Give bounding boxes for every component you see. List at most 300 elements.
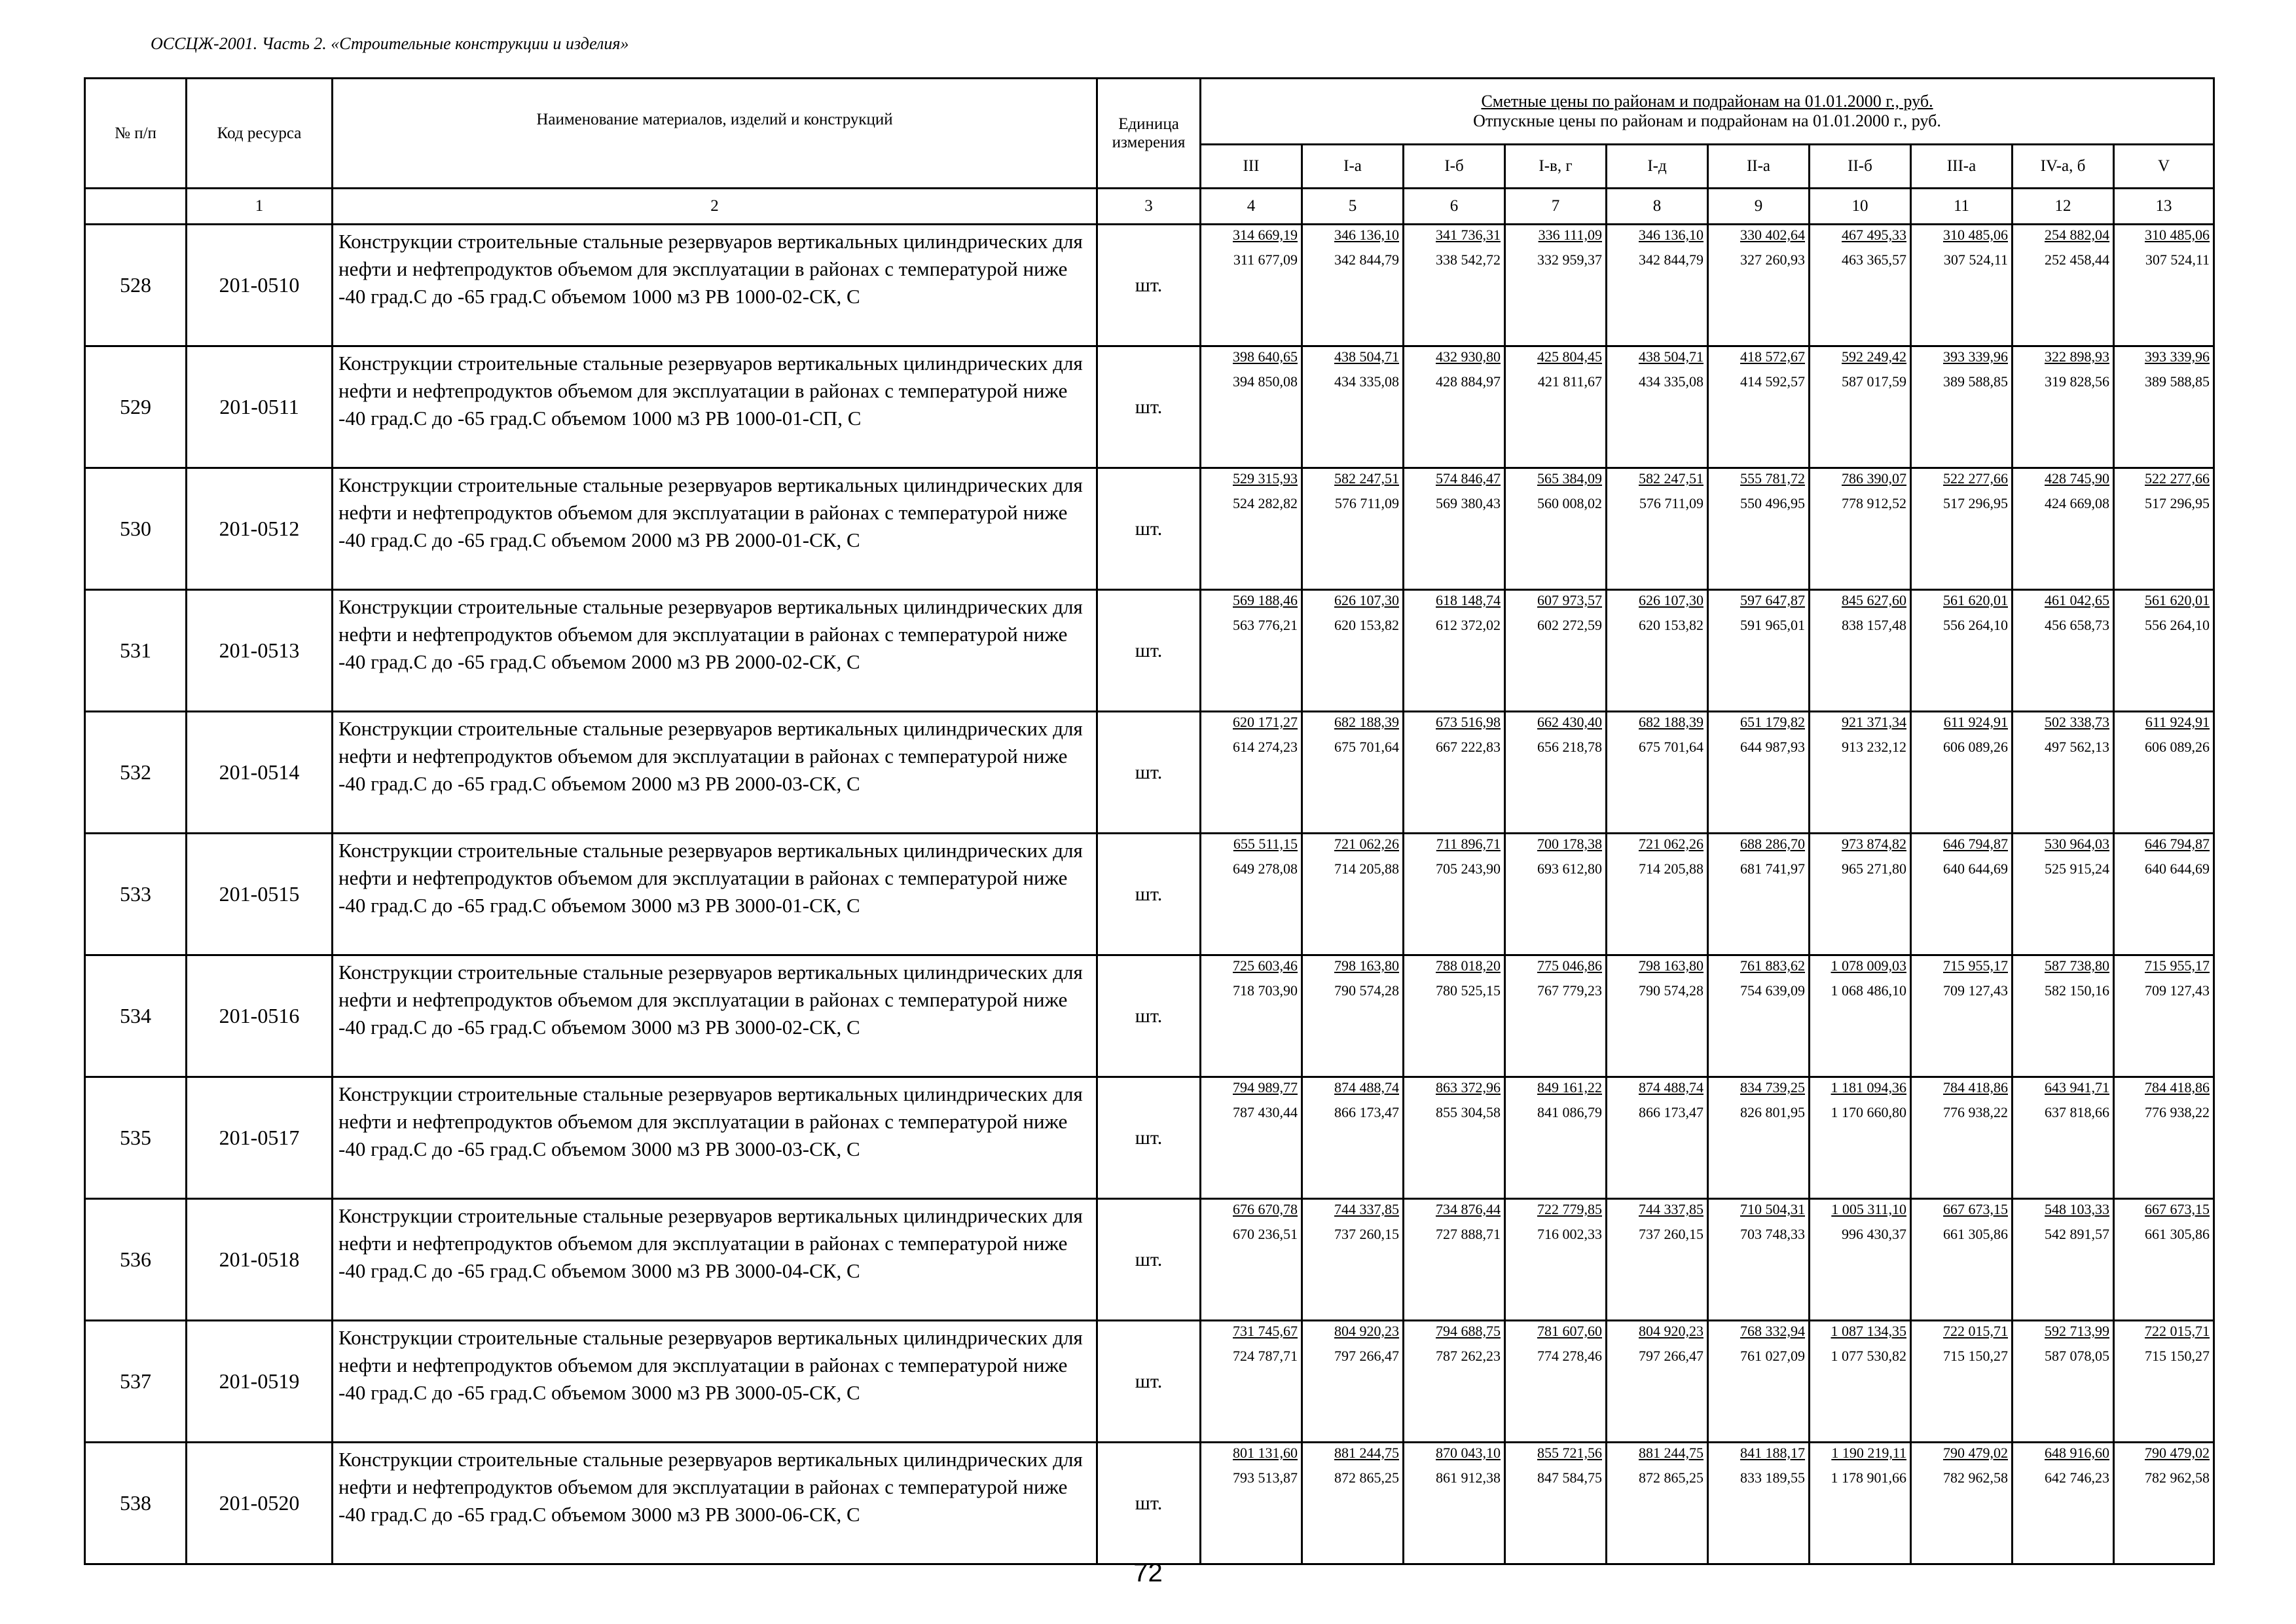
estimate-price: 700 178,38 [1537, 836, 1602, 852]
column-number-cell: 12 [2013, 189, 2114, 225]
price-cell [1302, 590, 1404, 712]
price-cell [1708, 1321, 1810, 1443]
estimate-price: 438 504,71 [1334, 348, 1399, 365]
estimate-price: 310 485,06 [2145, 227, 2210, 243]
release-price: 311 677,09 [1233, 251, 1298, 268]
release-price: 841 086,79 [1537, 1104, 1602, 1120]
release-price: 661 305,86 [1943, 1226, 2008, 1242]
price-cell [1505, 1443, 1607, 1564]
estimate-price: 874 488,74 [1334, 1079, 1399, 1096]
release-price: 714 205,88 [1639, 860, 1704, 877]
release-price: 620 153,82 [1639, 617, 1704, 633]
table-row [85, 468, 2214, 590]
estimate-price: 618 148,74 [1436, 592, 1501, 608]
release-price: 826 801,95 [1740, 1104, 1805, 1120]
resource-code-cell: 201-0510 [187, 225, 333, 346]
price-cell [2013, 468, 2114, 590]
unit-cell: шт. [1097, 712, 1201, 834]
row-number-cell: 535 [85, 1077, 187, 1199]
estimate-price: 798 163,80 [1334, 957, 1399, 974]
release-price: 587 017,59 [1842, 373, 1906, 390]
unit-cell: шт. [1097, 1199, 1201, 1321]
release-price: 913 232,12 [1842, 739, 1906, 755]
release-price: 787 430,44 [1233, 1104, 1298, 1120]
price-cell [1911, 1443, 2013, 1564]
release-price: 774 278,46 [1537, 1348, 1602, 1364]
price-cell [1201, 1199, 1302, 1321]
release-price: 675 701,64 [1639, 739, 1704, 755]
price-cell [2114, 468, 2214, 590]
release-price: 252 458,44 [2045, 251, 2109, 268]
price-cell [1607, 712, 1708, 834]
release-price: 497 562,13 [2045, 739, 2109, 755]
material-name-cell: Конструкции строительные стальные резервуаров вертикальных цилиндрических для нефти и нефтепродуктов объемом для эксплуатации в районах с температурой ниже -40 град.С до -65 град.С объемом 1000 м3 РВ 1000-02-СК, С [333, 225, 1097, 346]
price-cell [2114, 1321, 2214, 1443]
estimate-price: 845 627,60 [1842, 592, 1906, 608]
estimate-price: 721 062,26 [1639, 836, 1704, 852]
region-header-cell: I-д [1607, 145, 1708, 189]
release-price: 524 282,82 [1233, 495, 1298, 511]
release-price: 560 008,02 [1537, 495, 1602, 511]
release-price: 847 584,75 [1537, 1469, 1602, 1486]
price-cell [1911, 1321, 2013, 1443]
price-cell [1302, 1443, 1404, 1564]
estimate-price: 804 920,23 [1334, 1323, 1399, 1339]
estimate-price: 438 504,71 [1639, 348, 1704, 365]
release-price: 434 335,08 [1639, 373, 1704, 390]
release-price: 1 068 486,10 [1831, 982, 1906, 999]
release-price: 563 776,21 [1233, 617, 1298, 633]
row-number-cell: 533 [85, 834, 187, 955]
estimate-price: 425 804,45 [1537, 348, 1602, 365]
estimate-price: 722 015,71 [2145, 1323, 2210, 1339]
release-price: 855 304,58 [1436, 1104, 1501, 1120]
price-cell [1911, 468, 2013, 590]
estimate-price: 786 390,07 [1842, 470, 1906, 487]
price-cell [2013, 1199, 2114, 1321]
price-cell [1404, 1443, 1505, 1564]
release-price: 556 264,10 [2145, 617, 2210, 633]
release-price: 576 711,09 [1334, 495, 1399, 511]
price-cell [2114, 1443, 2214, 1564]
release-price: 327 260,93 [1740, 251, 1805, 268]
header-prices-release: Отпускные цены по районам и подрайонам на 01.01.2000 г., руб. [1473, 111, 1941, 130]
price-cell [1708, 225, 1810, 346]
release-price: 394 850,08 [1233, 373, 1298, 390]
estimate-price: 330 402,64 [1740, 227, 1805, 243]
release-price: 715 150,27 [2145, 1348, 2210, 1364]
resource-code-cell: 201-0517 [187, 1077, 333, 1199]
price-cell [1607, 225, 1708, 346]
unit-cell: шт. [1097, 590, 1201, 712]
estimate-price: 881 244,75 [1639, 1445, 1704, 1461]
estimate-price: 676 670,78 [1233, 1201, 1298, 1217]
estimate-price: 582 247,51 [1334, 470, 1399, 487]
estimate-price: 834 739,25 [1740, 1079, 1805, 1096]
estimate-price: 744 337,85 [1334, 1201, 1399, 1217]
estimate-price: 688 286,70 [1740, 836, 1805, 852]
release-price: 718 703,90 [1233, 982, 1298, 999]
estimate-price: 725 603,46 [1233, 957, 1298, 974]
table-row [85, 1321, 2214, 1443]
release-price: 556 264,10 [1943, 617, 2008, 633]
estimate-price: 841 188,17 [1740, 1445, 1805, 1461]
release-price: 661 305,86 [2145, 1226, 2210, 1242]
estimate-price: 655 511,15 [1233, 836, 1298, 852]
release-price: 782 962,58 [2145, 1469, 2210, 1486]
release-price: 790 574,28 [1334, 982, 1399, 999]
estimate-price: 784 418,86 [1943, 1079, 2008, 1096]
header-num: № п/п [85, 79, 187, 189]
region-header-cell: V [2114, 145, 2214, 189]
estimate-price: 467 495,33 [1842, 227, 1906, 243]
unit-cell: шт. [1097, 834, 1201, 955]
estimate-price: 804 920,23 [1639, 1323, 1704, 1339]
price-cell [1404, 225, 1505, 346]
release-price: 517 296,95 [1943, 495, 2008, 511]
row-number-cell: 532 [85, 712, 187, 834]
price-cell [1404, 346, 1505, 468]
estimate-price: 418 572,67 [1740, 348, 1805, 365]
material-name-cell: Конструкции строительные стальные резервуаров вертикальных цилиндрических для нефти и нефтепродуктов объемом для эксплуатации в районах с температурой ниже -40 град.С до -65 град.С объемом 3000 м3 РВ 3000-05-СК, С [333, 1321, 1097, 1443]
region-header-cell: III [1201, 145, 1302, 189]
estimate-price: 710 504,31 [1740, 1201, 1805, 1217]
release-price: 703 748,33 [1740, 1226, 1805, 1242]
release-price: 640 644,69 [1943, 860, 2008, 877]
document-header-title: ОССЦЖ-2001. Часть 2. «Строительные конструкции и изделия» [151, 34, 629, 53]
row-number-cell: 530 [85, 468, 187, 590]
estimate-price: 721 062,26 [1334, 836, 1399, 852]
release-price: 724 787,71 [1233, 1348, 1298, 1364]
estimate-price: 1 190 219,11 [1831, 1445, 1906, 1461]
price-cell [1810, 590, 1911, 712]
table-row [85, 955, 2214, 1077]
release-price: 612 372,02 [1436, 617, 1501, 633]
release-price: 620 153,82 [1334, 617, 1399, 633]
material-name-cell: Конструкции строительные стальные резервуаров вертикальных цилиндрических для нефти и нефтепродуктов объемом для эксплуатации в районах с температурой ниже -40 град.С до -65 град.С объемом 1000 м3 РВ 1000-01-СП, С [333, 346, 1097, 468]
release-price: 670 236,51 [1233, 1226, 1298, 1242]
estimate-price: 530 964,03 [2045, 836, 2109, 852]
price-cell [1607, 1199, 1708, 1321]
release-price: 569 380,43 [1436, 495, 1501, 511]
price-cell [2114, 1199, 2214, 1321]
release-price: 656 218,78 [1537, 739, 1602, 755]
estimate-price: 682 188,39 [1334, 714, 1399, 730]
estimate-price: 582 247,51 [1639, 470, 1704, 487]
row-number-cell: 534 [85, 955, 187, 1077]
material-name-cell: Конструкции строительные стальные резервуаров вертикальных цилиндрических для нефти и нефтепродуктов объемом для эксплуатации в районах с температурой ниже -40 град.С до -65 град.С объемом 2000 м3 РВ 2000-01-СК, С [333, 468, 1097, 590]
price-cell [1708, 346, 1810, 468]
release-price: 861 912,38 [1436, 1469, 1501, 1486]
table-row [85, 1199, 2214, 1321]
estimate-price: 587 738,80 [2045, 957, 2109, 974]
price-cell [1810, 712, 1911, 834]
release-price: 649 278,08 [1233, 860, 1298, 877]
price-cell [1810, 346, 1911, 468]
header-prices [1201, 79, 2214, 145]
release-price: 463 365,57 [1842, 251, 1906, 268]
estimate-price: 314 669,19 [1233, 227, 1298, 243]
estimate-price: 592 713,99 [2045, 1323, 2109, 1339]
estimate-price: 1 005 311,10 [1831, 1201, 1906, 1217]
estimate-price: 801 131,60 [1233, 1445, 1298, 1461]
release-price: 872 865,25 [1334, 1469, 1399, 1486]
release-price: 866 173,47 [1639, 1104, 1704, 1120]
release-price: 1 178 901,66 [1831, 1469, 1906, 1486]
estimate-price: 607 973,57 [1537, 592, 1602, 608]
column-number-blank [85, 189, 187, 225]
price-cell [1911, 346, 2013, 468]
price-cell [1607, 834, 1708, 955]
resource-code-cell: 201-0518 [187, 1199, 333, 1321]
region-header-cell: I-б [1404, 145, 1505, 189]
estimate-price: 651 179,82 [1740, 714, 1805, 730]
release-price: 644 987,93 [1740, 739, 1805, 755]
release-price: 705 243,90 [1436, 860, 1501, 877]
release-price: 342 844,79 [1639, 251, 1704, 268]
region-header-cell: IV-а, б [2013, 145, 2114, 189]
row-number-cell: 537 [85, 1321, 187, 1443]
release-price: 525 915,24 [2045, 860, 2109, 877]
estimate-price: 722 015,71 [1943, 1323, 2008, 1339]
region-header-cell: I-в, г [1505, 145, 1607, 189]
estimate-price: 592 249,42 [1842, 348, 1906, 365]
price-cell [1201, 1321, 1302, 1443]
price-cell [1607, 590, 1708, 712]
unit-cell: шт. [1097, 1321, 1201, 1443]
estimate-price: 346 136,10 [1639, 227, 1704, 243]
price-cell [1607, 1321, 1708, 1443]
resource-code-cell: 201-0513 [187, 590, 333, 712]
price-cell [1505, 955, 1607, 1077]
release-price: 727 888,71 [1436, 1226, 1501, 1242]
price-cell [1708, 468, 1810, 590]
release-price: 434 335,08 [1334, 373, 1399, 390]
estimate-price: 341 736,31 [1436, 227, 1501, 243]
price-cell [2013, 225, 2114, 346]
header-unit: Единица измерения [1097, 79, 1201, 189]
estimate-price: 548 103,33 [2045, 1201, 2109, 1217]
row-number-cell: 529 [85, 346, 187, 468]
region-header-cell: II-а [1708, 145, 1810, 189]
price-cell [2013, 346, 2114, 468]
release-price: 307 524,11 [2145, 251, 2210, 268]
header-code: Код ресурса [187, 79, 333, 189]
price-cell [1201, 712, 1302, 834]
estimate-price: 646 794,87 [1943, 836, 2008, 852]
unit-cell: шт. [1097, 468, 1201, 590]
release-price: 424 669,08 [2045, 495, 2109, 511]
estimate-price: 646 794,87 [2145, 836, 2210, 852]
price-cell [1302, 1077, 1404, 1199]
estimate-price: 849 161,22 [1537, 1079, 1602, 1096]
estimate-price: 921 371,34 [1842, 714, 1906, 730]
release-price: 797 266,47 [1639, 1348, 1704, 1364]
price-cell [1505, 1199, 1607, 1321]
price-cell [2013, 712, 2114, 834]
release-price: 709 127,43 [2145, 982, 2210, 999]
price-cell [1201, 834, 1302, 955]
price-cell [1505, 712, 1607, 834]
price-cell [1302, 712, 1404, 834]
resource-code-cell: 201-0516 [187, 955, 333, 1077]
estimate-price: 722 779,85 [1537, 1201, 1602, 1217]
column-number-cell: 7 [1505, 189, 1607, 225]
estimate-price: 798 163,80 [1639, 957, 1704, 974]
release-price: 428 884,97 [1436, 373, 1501, 390]
price-cell [1607, 1443, 1708, 1564]
column-number-cell: 2 [333, 189, 1097, 225]
estimate-price: 310 485,06 [1943, 227, 2008, 243]
price-cell [1607, 468, 1708, 590]
price-cell [1911, 1199, 2013, 1321]
release-price: 542 891,57 [2045, 1226, 2109, 1242]
price-cell [1708, 1443, 1810, 1564]
resource-code-cell: 201-0515 [187, 834, 333, 955]
price-cell [1911, 834, 2013, 955]
resource-code-cell: 201-0512 [187, 468, 333, 590]
price-cell [1201, 955, 1302, 1077]
release-price: 421 811,67 [1537, 373, 1602, 390]
table-row [85, 1443, 2214, 1564]
release-price: 456 658,73 [2045, 617, 2109, 633]
release-price: 389 588,85 [1943, 373, 2008, 390]
estimate-price: 1 087 134,35 [1831, 1323, 1906, 1339]
price-cell [1201, 1077, 1302, 1199]
price-cell [1201, 590, 1302, 712]
column-number-cell: 5 [1302, 189, 1404, 225]
row-number-cell: 536 [85, 1199, 187, 1321]
estimate-price: 734 876,44 [1436, 1201, 1501, 1217]
release-price: 737 260,15 [1334, 1226, 1399, 1242]
release-price: 761 027,09 [1740, 1348, 1805, 1364]
table-row [85, 834, 2214, 955]
column-number-cell: 3 [1097, 189, 1201, 225]
release-price: 866 173,47 [1334, 1104, 1399, 1120]
release-price: 640 644,69 [2145, 860, 2210, 877]
resource-code-cell: 201-0520 [187, 1443, 333, 1564]
release-price: 776 938,22 [2145, 1104, 2210, 1120]
estimate-price: 529 315,93 [1233, 470, 1298, 487]
estimate-price: 574 846,47 [1436, 470, 1501, 487]
price-cell [1810, 468, 1911, 590]
release-price: 709 127,43 [1943, 982, 2008, 999]
estimate-price: 597 647,87 [1740, 592, 1805, 608]
release-price: 637 818,66 [2045, 1104, 2109, 1120]
price-cell [1505, 346, 1607, 468]
release-price: 319 828,56 [2045, 373, 2109, 390]
estimate-price: 322 898,93 [2045, 348, 2109, 365]
price-cell [1708, 955, 1810, 1077]
estimate-price: 761 883,62 [1740, 957, 1805, 974]
release-price: 614 274,23 [1233, 739, 1298, 755]
material-name-cell: Конструкции строительные стальные резервуаров вертикальных цилиндрических для нефти и нефтепродуктов объемом для эксплуатации в районах с температурой ниже -40 град.С до -65 град.С объемом 3000 м3 РВ 3000-03-СК, С [333, 1077, 1097, 1199]
price-cell [1302, 1199, 1404, 1321]
resource-code-cell: 201-0511 [187, 346, 333, 468]
price-cell [2114, 225, 2214, 346]
row-number-cell: 528 [85, 225, 187, 346]
price-cell [1404, 834, 1505, 955]
unit-cell: шт. [1097, 225, 1201, 346]
price-cell [1302, 225, 1404, 346]
unit-cell: шт. [1097, 346, 1201, 468]
price-cell [1810, 1077, 1911, 1199]
resource-code-cell: 201-0514 [187, 712, 333, 834]
price-cell [1201, 468, 1302, 590]
column-number-cell: 10 [1810, 189, 1911, 225]
release-price: 332 959,37 [1537, 251, 1602, 268]
release-price: 550 496,95 [1740, 495, 1805, 511]
price-cell [1302, 346, 1404, 468]
material-name-cell: Конструкции строительные стальные резервуаров вертикальных цилиндрических для нефти и нефтепродуктов объемом для эксплуатации в районах с температурой ниже -40 град.С до -65 град.С объемом 3000 м3 РВ 3000-06-СК, С [333, 1443, 1097, 1564]
release-price: 307 524,11 [1943, 251, 2008, 268]
release-price: 587 078,05 [2045, 1348, 2109, 1364]
price-cell [1911, 590, 2013, 712]
price-cell [1302, 955, 1404, 1077]
estimate-price: 973 874,82 [1842, 836, 1906, 852]
column-number-row [85, 189, 2214, 225]
price-cell [2114, 346, 2214, 468]
price-cell [1810, 1199, 1911, 1321]
release-price: 754 639,09 [1740, 982, 1805, 999]
page-number: 72 [1133, 1559, 1163, 1587]
estimate-price: 715 955,17 [2145, 957, 2210, 974]
price-cell [1607, 1077, 1708, 1199]
price-cell [1404, 1077, 1505, 1199]
price-cell [1911, 712, 2013, 834]
release-price: 342 844,79 [1334, 251, 1399, 268]
price-cell [1201, 1443, 1302, 1564]
price-cell [1911, 225, 2013, 346]
estimate-price: 555 781,72 [1740, 470, 1805, 487]
table-row [85, 590, 2214, 712]
material-name-cell: Конструкции строительные стальные резервуаров вертикальных цилиндрических для нефти и нефтепродуктов объемом для эксплуатации в районах с температурой ниже -40 град.С до -65 град.С объемом 3000 м3 РВ 3000-04-СК, С [333, 1199, 1097, 1321]
estimate-price: 788 018,20 [1436, 957, 1501, 974]
material-name-cell: Конструкции строительные стальные резервуаров вертикальных цилиндрических для нефти и нефтепродуктов объемом для эксплуатации в районах с температурой ниже -40 град.С до -65 град.С объемом 3000 м3 РВ 3000-01-СК, С [333, 834, 1097, 955]
release-price: 642 746,23 [2045, 1469, 2109, 1486]
price-cell [2013, 1321, 2114, 1443]
estimate-price: 502 338,73 [2045, 714, 2109, 730]
price-cell [1607, 346, 1708, 468]
unit-cell: шт. [1097, 1443, 1201, 1564]
price-cell [1201, 225, 1302, 346]
release-price: 715 150,27 [1943, 1348, 2008, 1364]
estimate-price: 667 673,15 [2145, 1201, 2210, 1217]
price-cell [1708, 1077, 1810, 1199]
estimate-price: 643 941,71 [2045, 1079, 2109, 1096]
region-header-cell: III-а [1911, 145, 2013, 189]
release-price: 714 205,88 [1334, 860, 1399, 877]
price-cell [1404, 468, 1505, 590]
price-cell [1404, 590, 1505, 712]
price-cell [2013, 834, 2114, 955]
estimate-price: 398 640,65 [1233, 348, 1298, 365]
estimate-price: 731 745,67 [1233, 1323, 1298, 1339]
estimate-price: 522 277,66 [2145, 470, 2210, 487]
release-price: 872 865,25 [1639, 1469, 1704, 1486]
column-number-cell: 13 [2114, 189, 2214, 225]
price-cell [1911, 1077, 2013, 1199]
region-header-cell: II-б [1810, 145, 1911, 189]
estimate-price: 461 042,65 [2045, 592, 2109, 608]
column-number-cell: 8 [1607, 189, 1708, 225]
table-row [85, 225, 2214, 346]
release-price: 838 157,48 [1842, 617, 1906, 633]
release-price: 782 962,58 [1943, 1469, 2008, 1486]
estimate-price: 855 721,56 [1537, 1445, 1602, 1461]
release-price: 1 077 530,82 [1831, 1348, 1906, 1364]
release-price: 716 002,33 [1537, 1226, 1602, 1242]
